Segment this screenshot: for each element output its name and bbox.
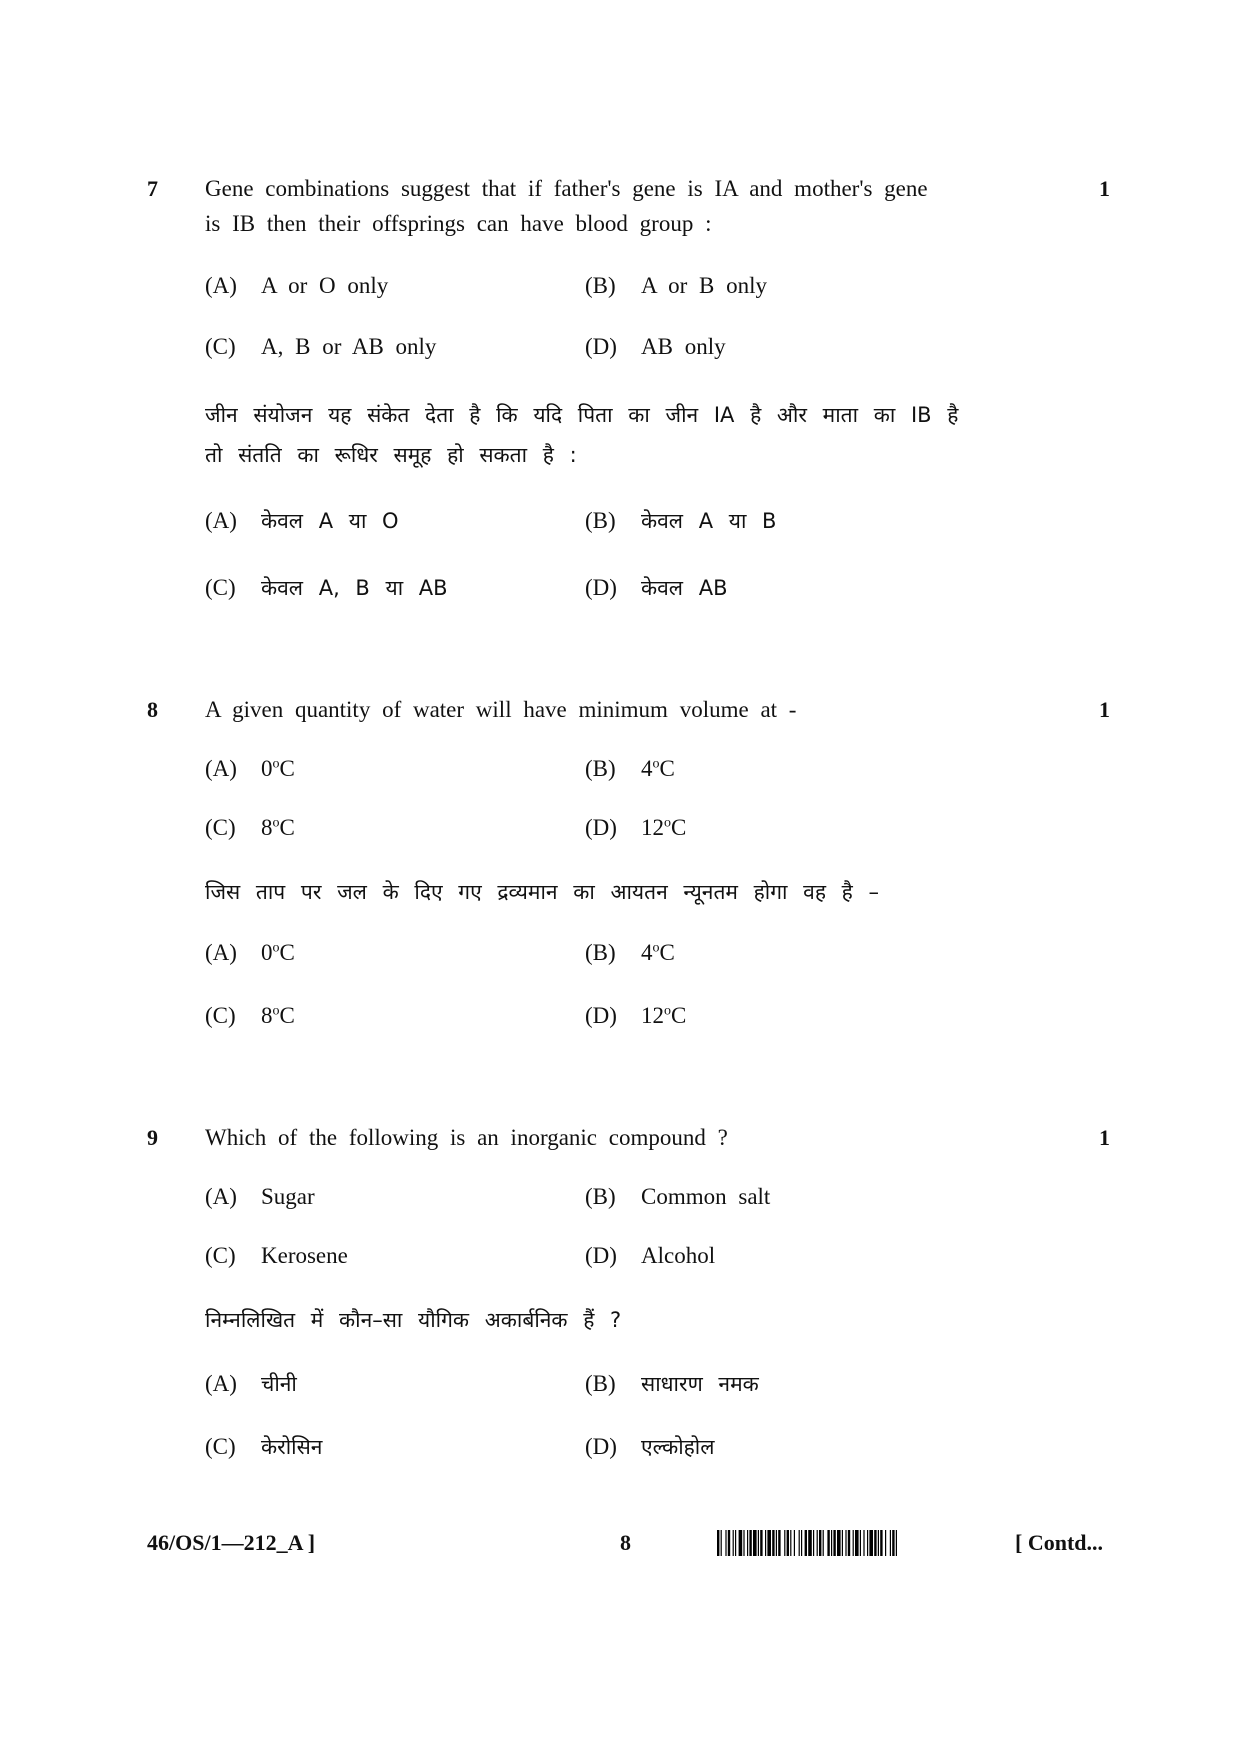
barcode-bar <box>728 1530 730 1556</box>
barcode-bar <box>776 1530 777 1556</box>
barcode-bar <box>817 1530 818 1556</box>
barcode-bar <box>892 1530 894 1556</box>
barcode-bar <box>784 1530 785 1556</box>
question-7-text-hi-line1: जीन संयोजन यह संकेत देता है कि यदि पिता का जीन IA है और माता का IB है <box>205 403 959 427</box>
question-8-option-c[interactable]: (C) 8$^o$C <box>205 815 295 840</box>
barcode-bar <box>808 1530 812 1556</box>
footer-page-number: 8 <box>620 1530 631 1555</box>
barcode-bar <box>735 1530 736 1556</box>
barcode-bar <box>885 1530 886 1556</box>
question-8-text-en: A given quantity of water will have minimum volume at - <box>205 697 797 722</box>
barcode-bar <box>767 1530 771 1556</box>
barcode-bar <box>823 1530 824 1556</box>
barcode-bar <box>725 1530 726 1556</box>
barcode-bar <box>778 1530 780 1556</box>
question-7-option-a[interactable]: (A) A or O only <box>205 273 389 298</box>
barcode-bar <box>717 1530 719 1556</box>
barcode-bar <box>874 1530 876 1556</box>
question-9-hi-option-a[interactable]: (A) चीनी <box>205 1371 297 1396</box>
footer-paper-code: 46/OS/1—212_A ] <box>147 1530 316 1555</box>
question-9-text-en: Which of the following is an inorganic compound ? <box>205 1125 728 1150</box>
question-8-option-b[interactable]: (B) 4$^o$C <box>585 756 675 781</box>
question-8-option-d[interactable]: (D) 12$^o$C <box>585 815 687 840</box>
question-9-option-c[interactable]: (C) Kerosene <box>205 1243 348 1268</box>
barcode-bar <box>743 1530 744 1556</box>
question-7-option-d[interactable]: (D) AB only <box>585 334 726 359</box>
barcode-bar <box>760 1530 762 1556</box>
question-8-option-a[interactable]: (A) 0$^o$C <box>205 756 295 781</box>
question-7-marks: 1 <box>1099 176 1110 201</box>
barcode-bar <box>833 1530 835 1556</box>
barcode-bar <box>765 1530 766 1556</box>
barcode-bar <box>790 1530 791 1556</box>
question-8-hi-option-d[interactable]: (D) 12$^o$C <box>585 1003 687 1028</box>
question-8-hi-option-a[interactable]: (A) 0$^o$C <box>205 940 295 965</box>
barcode-bar <box>860 1530 861 1556</box>
question-9-hi-option-b[interactable]: (B) साधारण नमक <box>585 1371 759 1396</box>
question-7-text-en-line1: Gene combinations suggest that if father's gene is IA and mother's gene <box>205 176 928 201</box>
barcode-bar <box>758 1530 759 1556</box>
question-7-text-en-line2: is IB then their offsprings can have blood group : <box>205 211 712 236</box>
barcode-bar <box>827 1530 829 1556</box>
barcode-bar <box>721 1530 722 1556</box>
question-8-hi-option-b[interactable]: (B) 4$^o$C <box>585 940 675 965</box>
barcode-bar <box>869 1530 873 1556</box>
barcode-bar <box>896 1530 897 1556</box>
question-7-option-b[interactable]: (B) A or B only <box>585 273 767 298</box>
footer-contd: [ Contd... <box>1015 1530 1104 1555</box>
barcode-bar <box>813 1530 814 1556</box>
barcode-bar <box>837 1530 841 1556</box>
question-9-text-hi: निम्नलिखित में कौन–सा यौगिक अकार्बनिक हैं ? <box>205 1308 622 1332</box>
barcode-bar <box>845 1530 846 1556</box>
barcode-bar <box>880 1530 882 1556</box>
barcode-bar <box>794 1530 795 1556</box>
barcode-bar <box>747 1530 748 1556</box>
barcode-bar <box>855 1530 859 1556</box>
question-9-option-b[interactable]: (B) Common salt <box>585 1184 771 1209</box>
barcode-bar <box>831 1530 832 1556</box>
question-9-marks: 1 <box>1099 1125 1110 1150</box>
question-9-option-d[interactable]: (D) Alcohol <box>585 1243 716 1268</box>
barcode-bar <box>772 1530 774 1556</box>
question-7-hi-option-a[interactable]: (A) केवल A या O <box>205 508 399 533</box>
barcode-bar <box>753 1530 757 1556</box>
barcode-bar <box>787 1530 789 1556</box>
barcode-bar <box>749 1530 751 1556</box>
question-7-text-hi-line2: तो संतति का रूधिर समूह हो सकता है : <box>205 443 577 467</box>
barcode-bar <box>733 1530 734 1556</box>
question-7-hi-option-d[interactable]: (D) केवल AB <box>585 575 728 600</box>
barcode-bar <box>799 1530 800 1556</box>
question-8-hi-option-c[interactable]: (C) 8$^o$C <box>205 1003 295 1028</box>
barcode <box>717 1530 995 1556</box>
question-7-hi-option-c[interactable]: (C) केवल A, B या AB <box>205 575 448 600</box>
question-7-option-c[interactable]: (C) A, B or AB only <box>205 334 437 359</box>
question-8-text-hi: जिस ताप पर जल के दिए गए द्रव्यमान का आयतन न्यूनतम होगा वह है – <box>205 880 879 904</box>
question-8-number: 8 <box>147 697 158 722</box>
barcode-bar <box>805 1530 807 1556</box>
question-7-number: 7 <box>147 176 158 201</box>
barcode-bar <box>890 1530 891 1556</box>
question-9-option-a[interactable]: (A) Sugar <box>205 1184 315 1209</box>
question-9-hi-option-c[interactable]: (C) केरोसिन <box>205 1434 323 1459</box>
question-7-hi-option-b[interactable]: (B) केवल A या B <box>585 508 777 533</box>
barcode-bar <box>878 1530 879 1556</box>
barcode-bar <box>853 1530 854 1556</box>
barcode-bar <box>842 1530 843 1556</box>
question-9-number: 9 <box>147 1125 158 1150</box>
barcode-bar <box>739 1530 743 1556</box>
barcode-bar <box>867 1530 868 1556</box>
question-8-marks: 1 <box>1099 697 1110 722</box>
barcode-bar <box>801 1530 802 1556</box>
barcode-bar <box>819 1530 821 1556</box>
barcode-bar <box>848 1530 850 1556</box>
question-9-hi-option-d[interactable]: (D) एल्कोहोल <box>585 1434 715 1459</box>
barcode-bar <box>863 1530 864 1556</box>
